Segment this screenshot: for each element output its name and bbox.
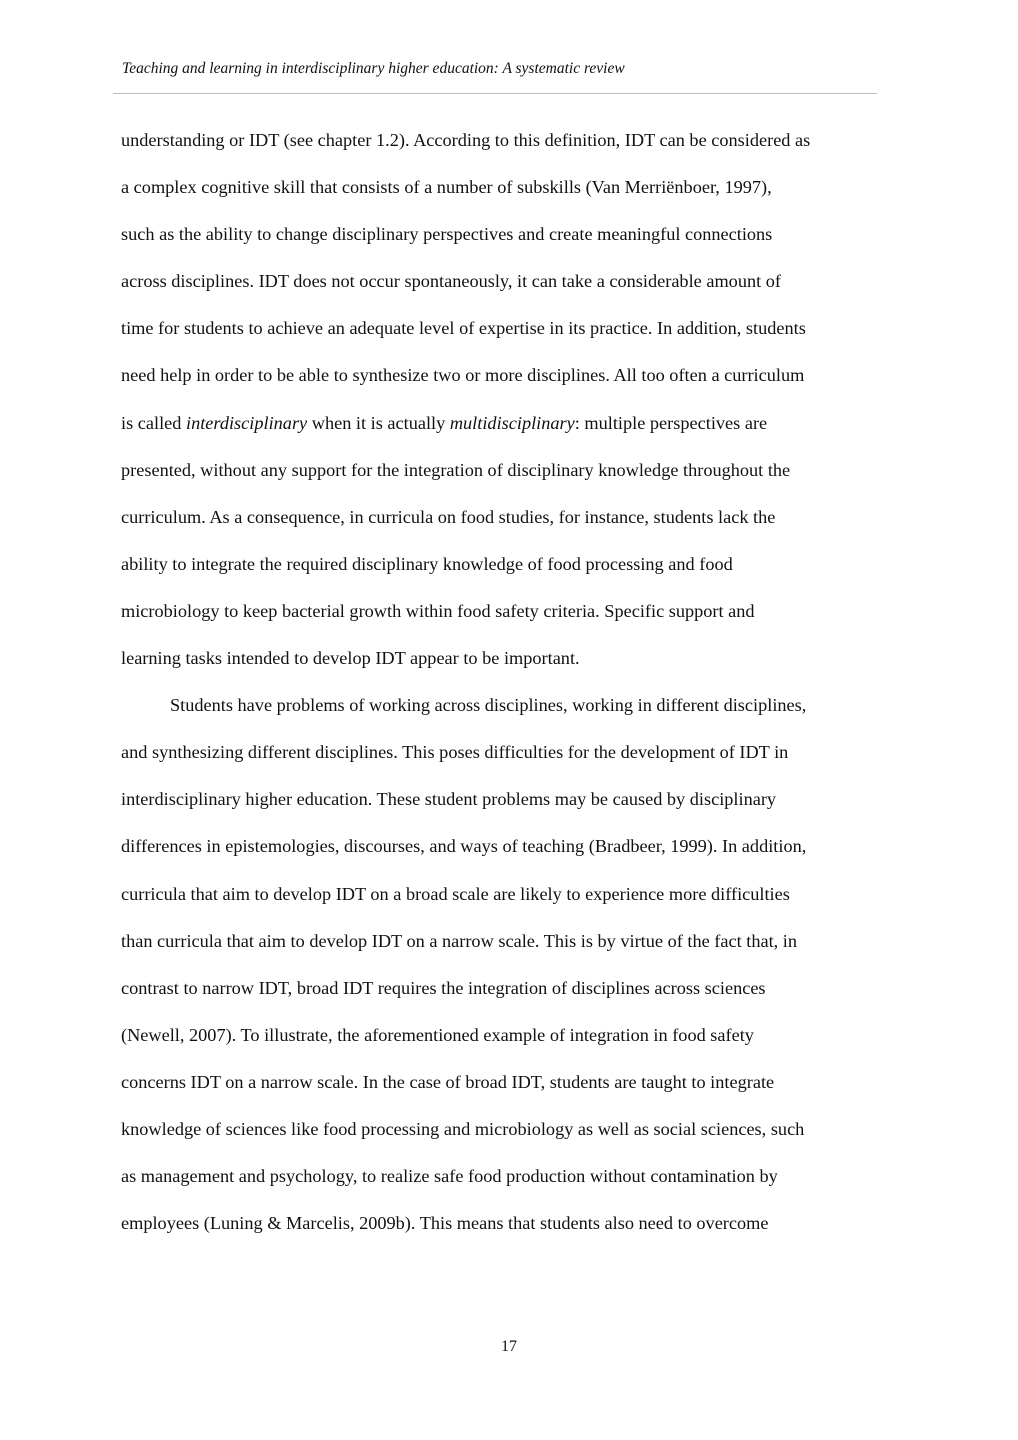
text-run: ability to integrate the required disciplinary knowledge of food processing and food (121, 553, 733, 574)
text-line (121, 305, 921, 352)
text-line (121, 352, 921, 399)
text-line (121, 211, 921, 258)
text-line (121, 823, 921, 870)
text-run: curricula that aim to develop IDT on a broad scale are likely to experience more difficulties (121, 883, 790, 904)
text-run: employees (Luning & Marcelis, 2009b). This means that students also need to overcome (121, 1213, 769, 1234)
text-line (121, 541, 921, 588)
text-run: need help in order to be able to synthesize two or more disciplines. All too often a curriculum (121, 365, 805, 386)
text-run: contrast to narrow IDT, broad IDT requires the integration of disciplines across sciences (121, 977, 766, 998)
text-run: understanding or IDT (see chapter 1.2). According to this definition, IDT can be considered as (121, 130, 811, 150)
text-line (121, 682, 921, 729)
text-run: concerns IDT on a narrow scale. In the case of broad IDT, students are taught to integrate (121, 1071, 775, 1092)
text-line (121, 117, 921, 164)
text-line (121, 729, 921, 776)
text-run: interdisciplinary higher education. These student problems may be caused by disciplinary (121, 789, 777, 810)
text-line (121, 1153, 921, 1200)
text-line (121, 258, 921, 305)
text-run: differences in epistemologies, discourses, and ways of teaching (Bradbeer, 1999). In addition, (121, 836, 807, 857)
text-run: and synthesizing different disciplines. This poses difficulties for the development of IDT in (121, 742, 789, 763)
text-line (121, 1059, 921, 1106)
text-line (121, 965, 921, 1012)
text-line (121, 400, 921, 447)
text-run: a complex cognitive skill that consists of a number of subskills (Van Merriënboer, 1997), (121, 177, 772, 198)
text-run: knowledge of sciences like food processing and microbiology as well as social sciences, such (121, 1118, 805, 1139)
text-run: is called (121, 412, 186, 433)
text-run: such as the ability to change disciplinary perspectives and create meaningful connections (121, 224, 773, 245)
body-text (121, 117, 921, 1247)
text-run: across disciplines. IDT does not occur spontaneously, it can take a considerable amount of (121, 271, 781, 292)
text-run: Students have problems of working across disciplines, working in different disciplines, (170, 695, 807, 716)
text-line (121, 1106, 921, 1153)
text-line (121, 447, 921, 494)
text-line (121, 494, 921, 541)
text-line (121, 635, 921, 682)
text-run: : multiple perspectives are (574, 412, 768, 433)
text-run: learning tasks intended to develop IDT appear to be important. (121, 648, 580, 669)
header-divider (113, 93, 877, 94)
running-header: Teaching and learning in interdisciplinary higher education: A systematic review (122, 60, 625, 77)
text-run: than curricula that aim to develop IDT on a narrow scale. This is by virtue of the fact that, in (121, 930, 798, 951)
text-line (121, 164, 921, 211)
text-line (121, 1012, 921, 1059)
text-line (121, 1200, 921, 1247)
text-run: presented, without any support for the integration of disciplinary knowledge throughout the (121, 459, 791, 480)
text-line (121, 588, 921, 635)
text-run: microbiology to keep bacterial growth within food safety criteria. Specific support and (121, 600, 755, 621)
text-line (121, 918, 921, 965)
text-line (121, 776, 921, 823)
text-line (121, 871, 921, 918)
text-run: time for students to achieve an adequate level of expertise in its practice. In addition, students (121, 318, 806, 339)
italic-term: interdisciplinary (185, 412, 308, 433)
page-number: 17 (501, 1338, 517, 1355)
italic-term: multidisciplinary (449, 412, 575, 433)
text-run: when it is actually (307, 412, 450, 433)
text-run: curriculum. As a consequence, in curricula on food studies, for instance, students lack the (121, 506, 776, 527)
text-run: as management and psychology, to realize safe food production without contamination by (121, 1166, 778, 1187)
text-run: (Newell, 2007). To illustrate, the aforementioned example of integration in food safety (121, 1024, 754, 1045)
